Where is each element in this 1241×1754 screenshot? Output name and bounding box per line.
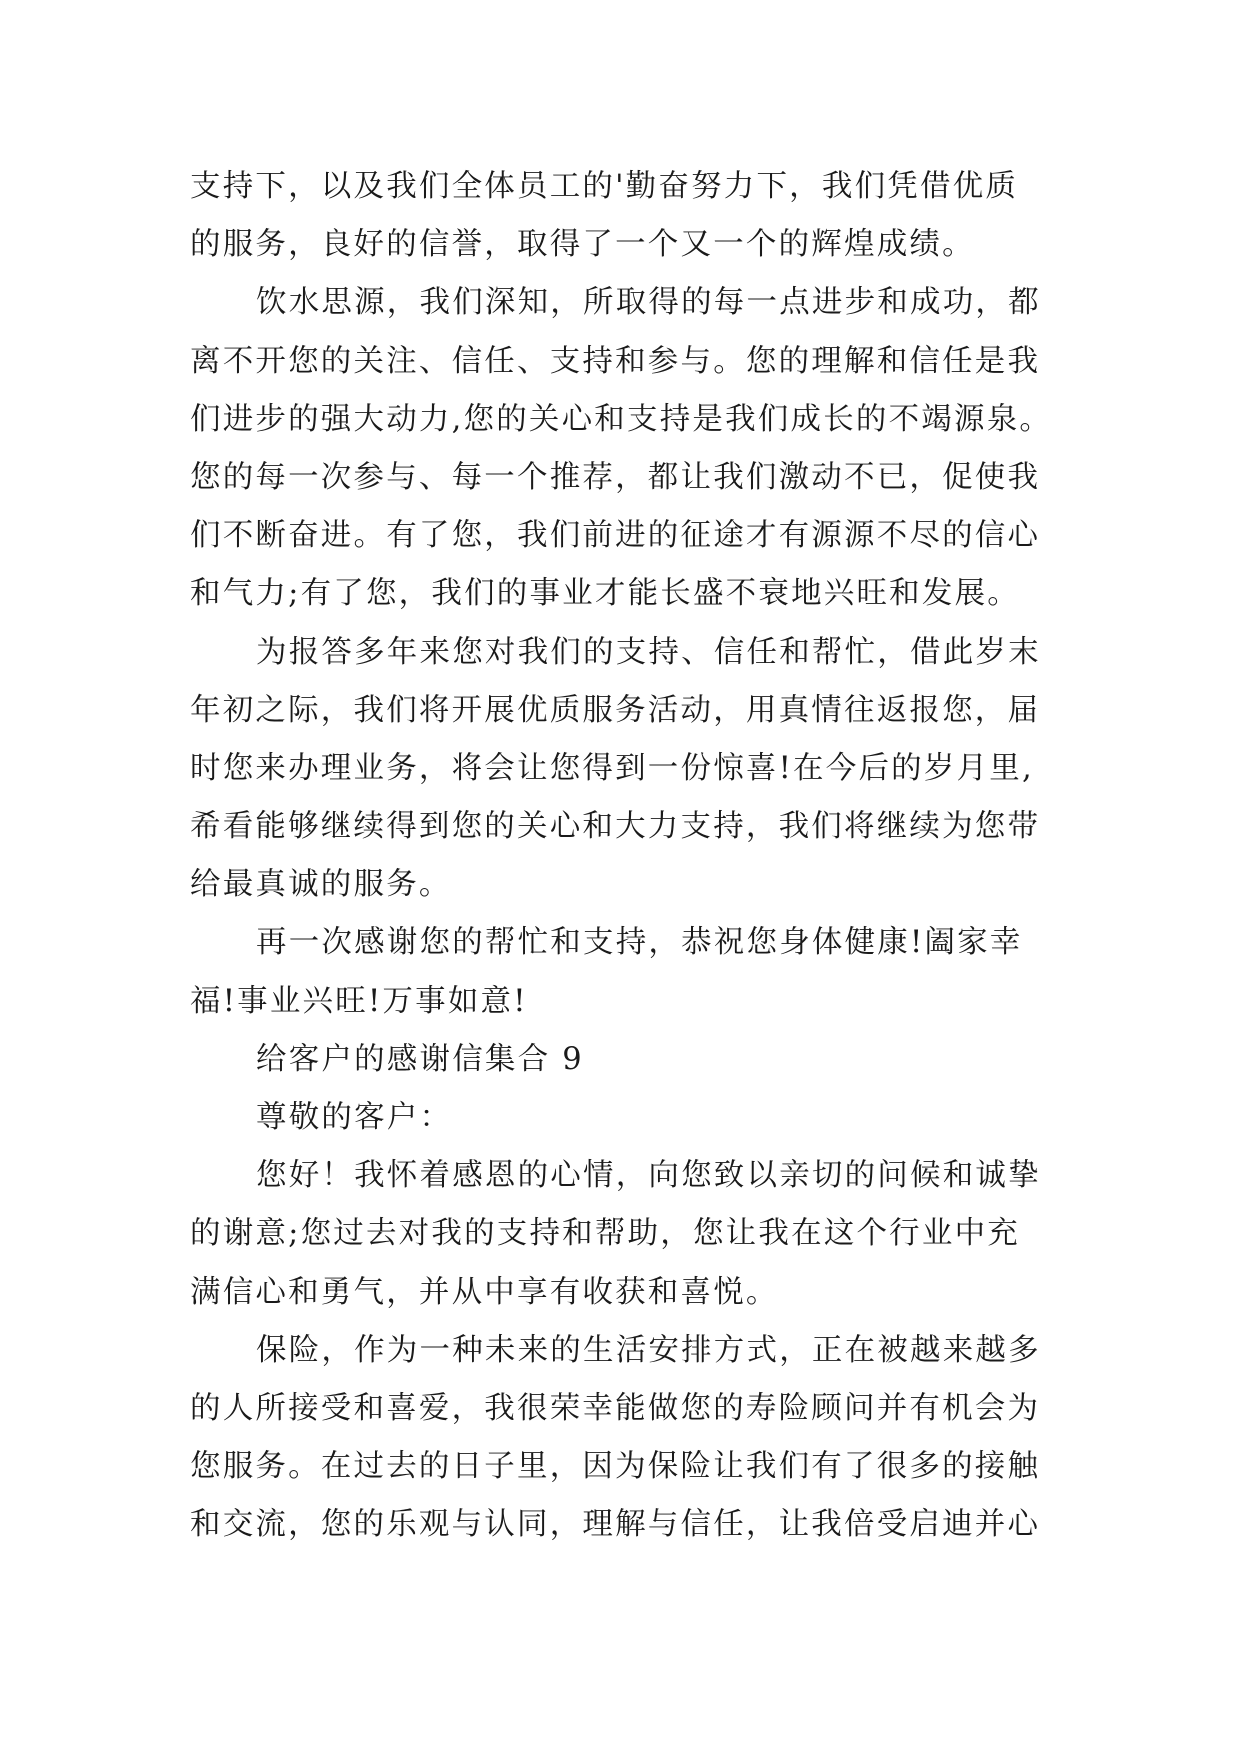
text-line: 希看能够继续得到您的关心和大力支持，我们将继续为您带: [190, 809, 1041, 845]
text-line: 时您来办理业务，将会让您得到一份惊喜!在今后的岁月里,: [190, 750, 1034, 786]
text-line: 离不开您的关注、信任、支持和参与。您的理解和信任是我: [190, 343, 1041, 379]
text-line: 给客户的感谢信集合 9: [256, 1041, 584, 1077]
text-line: 您好！我怀着感恩的心情，向您致以亲切的问候和诚挚: [256, 1158, 1041, 1194]
text-line: 的人所接受和喜爱，我很荣幸能做您的寿险顾问并有机会为: [190, 1390, 1041, 1426]
text-line: 的服务，良好的信誉，取得了一个又一个的辉煌成绩。: [190, 227, 975, 263]
text-line: 满信心和勇气，并从中享有收获和喜悦。: [190, 1274, 779, 1310]
text-line: 们不断奋进。有了您，我们前进的征途才有源源不尽的信心: [190, 518, 1041, 554]
text-line: 为报答多年来您对我们的支持、信任和帮忙，借此岁末: [256, 634, 1041, 670]
text-line: 保险，作为一种未来的生活安排方式，正在被越来越多: [256, 1332, 1041, 1368]
text-line: 您的每一次参与、每一个推荐，都让我们激动不已，促使我: [190, 459, 1041, 495]
text-line: 和交流，您的乐观与认同，理解与信任，让我倍受启迪并心: [190, 1507, 1041, 1543]
text-line: 再一次感谢您的帮忙和支持，恭祝您身体健康!阖家幸: [256, 925, 1023, 961]
text-line: 给最真诚的服务。: [190, 867, 452, 903]
text-line: 您服务。在过去的日子里，因为保险让我们有了很多的接触: [190, 1449, 1041, 1485]
document-body: [190, 158, 1060, 1555]
text-line: 的谢意;您过去对我的支持和帮助，您让我在这个行业中充: [190, 1216, 1020, 1252]
text-line: 们进步的强大动力,您的关心和支持是我们成长的不竭源泉。: [190, 401, 1053, 437]
text-line: 年初之际，我们将开展优质服务活动，用真情往返报您，届: [190, 692, 1041, 728]
text-line: 尊敬的客户：: [256, 1100, 453, 1135]
text-line: 支持下，以及我们全体员工的'勤奋努力下，我们凭借优质: [190, 169, 1019, 204]
text-line: 和气力;有了您，我们的事业才能长盛不衰地兴旺和发展。: [190, 576, 1020, 612]
text-line: 饮水思源，我们深知，所取得的每一点进步和成功，都: [256, 285, 1041, 321]
text-line: 福!事业兴旺!万事如意!: [190, 983, 528, 1019]
